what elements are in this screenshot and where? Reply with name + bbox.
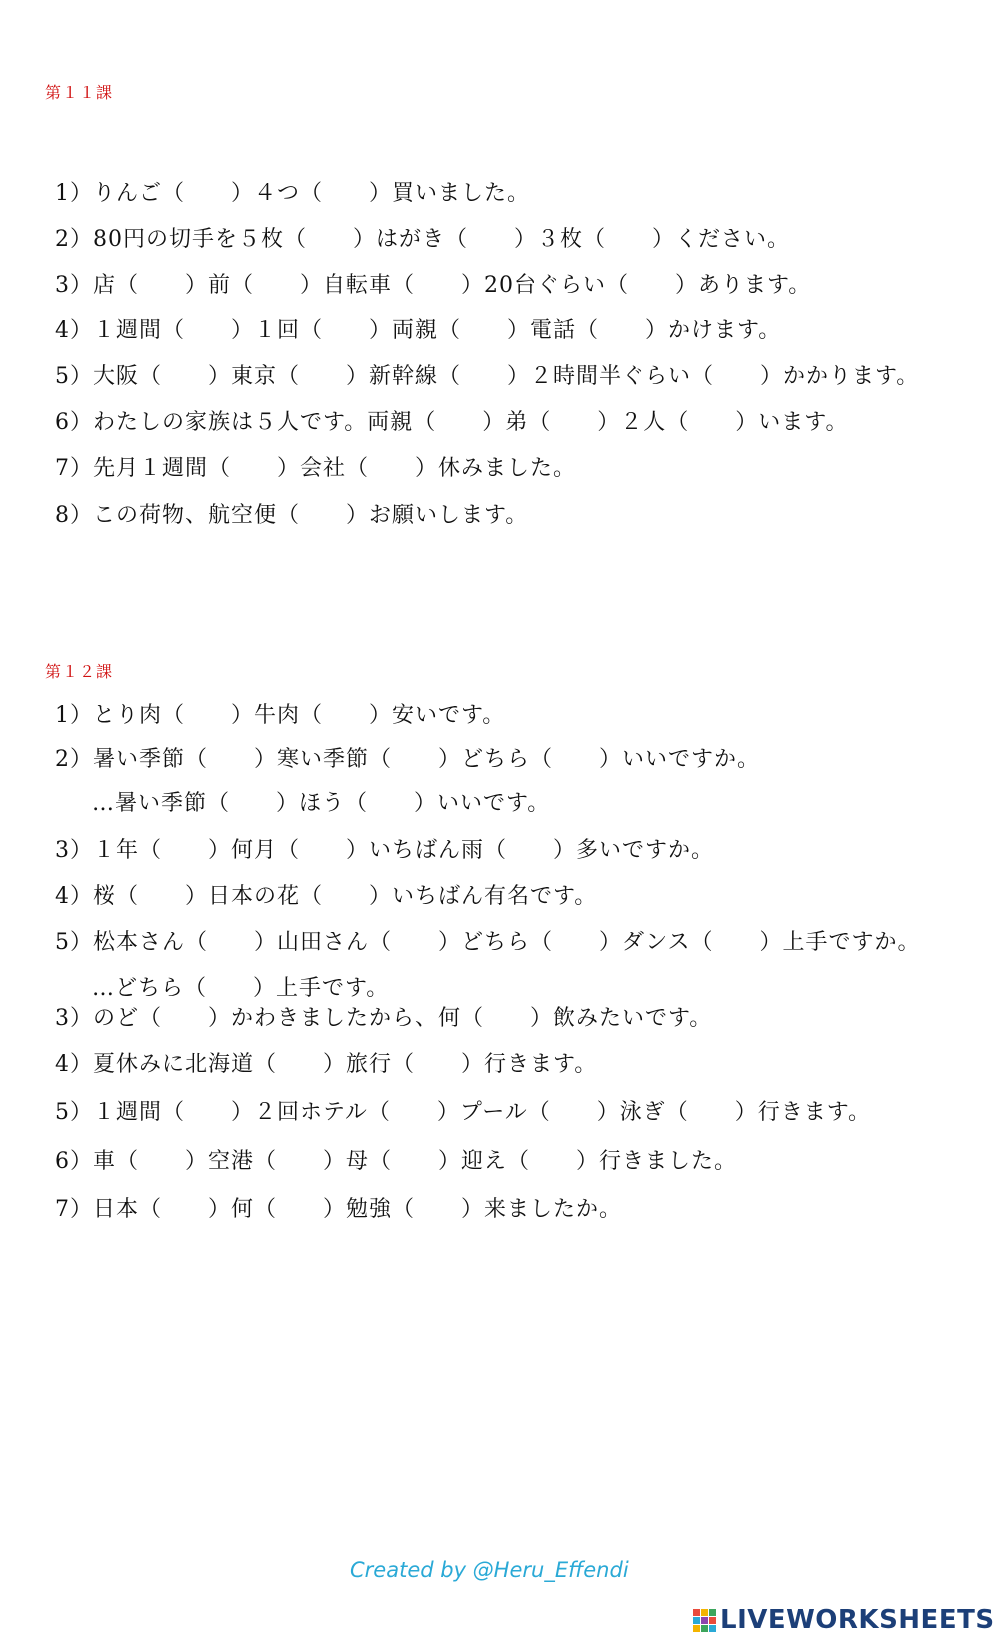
- lesson-12-item-4b: 4）夏休みに北海道（ ）旅行（ ）行きます。: [55, 1052, 598, 1077]
- lesson-12-item-4: 4）桜（ ）日本の花（ ）いちばん有名です。: [55, 884, 598, 909]
- liveworksheets-logo: [693, 1606, 995, 1634]
- lesson-11-item-4: 4）１週間（ ）１回（ ）両親（ ）電話（ ）かけます。: [55, 318, 782, 343]
- lesson-12-item-1: 1）とり肉（ ）牛肉（ ）安いです。: [55, 703, 506, 728]
- lesson-12-item-2: 2）暑い季節（ ）寒い季節（ ）どちら（ ）いいですか。: [55, 747, 760, 772]
- liveworksheets-logo-icon: [693, 1609, 716, 1632]
- lesson-12-item-5b: 5）１週間（ ）２回ホテル（ ）プール（ ）泳ぎ（ ）行きます。: [55, 1100, 872, 1125]
- lesson-12-item-2-answer: …暑い季節（ ）ほう（ ）いいです。: [92, 791, 551, 816]
- lesson-12-item-6: 6）車（ ）空港（ ）母（ ）迎え（ ）行きました。: [55, 1149, 737, 1174]
- lesson-11-title: 第１１課: [45, 83, 114, 102]
- lesson-11-item-2: 2）80円の切手を５枚（ ）はがき（ ）３枚（ ）ください。: [55, 227, 790, 252]
- lesson-12-item-5-answer: …どちら（ ）上手です。: [92, 976, 390, 1001]
- lesson-12-title: 第１２課: [45, 662, 114, 681]
- lesson-11-item-8: 8）この荷物、航空便（ ）お願いします。: [55, 503, 529, 528]
- lesson-12-item-7: 7）日本（ ）何（ ）勉強（ ）来ましたか。: [55, 1197, 622, 1222]
- lesson-12-item-3b: 3）のど（ ）かわきましたから、何（ ）飲みたいです。: [55, 1006, 713, 1031]
- liveworksheets-wordmark: LIVEWORKSHEETS: [720, 1605, 995, 1635]
- lesson-11-item-3: 3）店（ ）前（ ）自転車（ ）20台ぐらい（ ）あります。: [55, 273, 812, 298]
- lesson-12-item-3: 3）１年（ ）何月（ ）いちばん雨（ ）多いですか。: [55, 838, 714, 863]
- lesson-11-item-1: 1）りんご（ ）４つ（ ）買いました。: [55, 181, 530, 206]
- lesson-11-item-7: 7）先月１週間（ ）会社（ ）休みました。: [55, 456, 576, 481]
- lesson-11-item-5: 5）大阪（ ）東京（ ）新幹線（ ）２時間半ぐらい（ ）かかります。: [55, 364, 920, 389]
- lesson-12-item-5: 5）松本さん（ ）山田さん（ ）どちら（ ）ダンス（ ）上手ですか。: [55, 930, 921, 955]
- lesson-11-item-6: 6）わたしの家族は５人です。両親（ ）弟（ ）２人（ ）います。: [55, 410, 849, 435]
- creator-credit: Created by @Heru_Effendi: [350, 1558, 629, 1582]
